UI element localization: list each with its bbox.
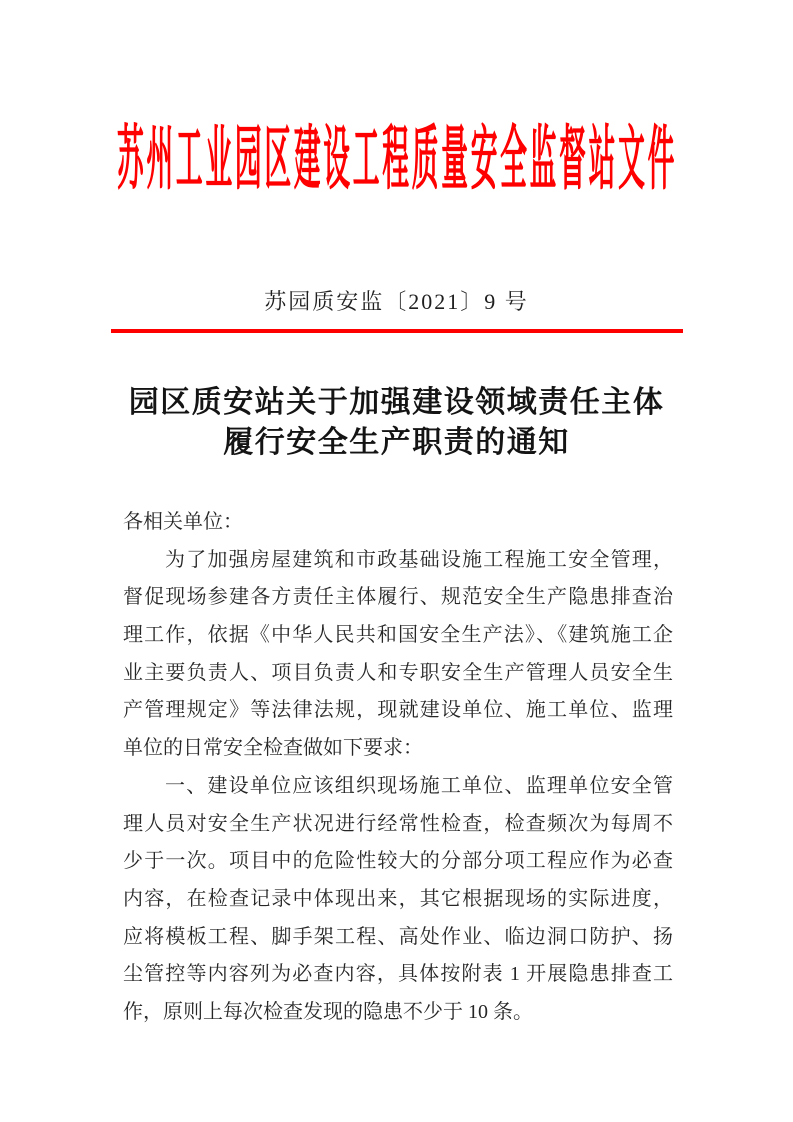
body-line-salutation: 各相关单位： xyxy=(123,511,243,533)
body-line: 作，原则上每次检查发现的隐患不少于 10 条。 xyxy=(123,1000,533,1023)
notice-title-line-2: 履行安全生产职责的通知 xyxy=(223,426,570,459)
body-line: 为了加强房屋建筑和市政基础设施工程施工安全管理， xyxy=(165,548,673,571)
body-line: 内容，在检查记录中体现出来，其它根据现场的实际进度， xyxy=(123,887,673,910)
body-line: 产管理规定》等法律法规，现就建设单位、施工单位、监理 xyxy=(123,699,673,722)
body-line: 理工作，依据《中华人民共和国安全生产法》、《建筑施工企 xyxy=(123,624,673,647)
body-line: 应将模板工程、脚手架工程、高处作业、临边洞口防护、扬 xyxy=(123,925,673,948)
document-body xyxy=(123,504,673,1032)
body-line: 单位的日常安全检查做如下要求： xyxy=(123,737,423,760)
body-line: 理人员对安全生产状况进行经常性检查，检查频次为每周不 xyxy=(123,812,673,835)
body-line: 一、建设单位应该组织现场施工单位、监理单位安全管 xyxy=(165,774,673,797)
notice-title xyxy=(0,383,793,463)
body-line: 业主要负责人、项目负责人和专职安全生产管理人员安全生 xyxy=(123,661,673,684)
agency-banner-text: 苏州工业园区建设工程质量安全监督站文件 xyxy=(116,118,677,198)
red-divider-line xyxy=(111,329,683,333)
notice-title-line-1: 园区质安站关于加强建设领域责任主体 xyxy=(128,386,665,419)
document-number: 苏园质安监〔2021〕9 号 xyxy=(264,289,529,314)
body-line: 少于一次。项目中的危险性较大的分部分项工程应作为必查 xyxy=(123,850,673,873)
agency-banner xyxy=(0,116,793,198)
body-line: 尘管控等内容列为必查内容，具体按附表 1 开展隐患排查工 xyxy=(123,963,673,986)
body-line: 督促现场参建各方责任主体履行、规范安全生产隐患排查治 xyxy=(123,586,673,609)
